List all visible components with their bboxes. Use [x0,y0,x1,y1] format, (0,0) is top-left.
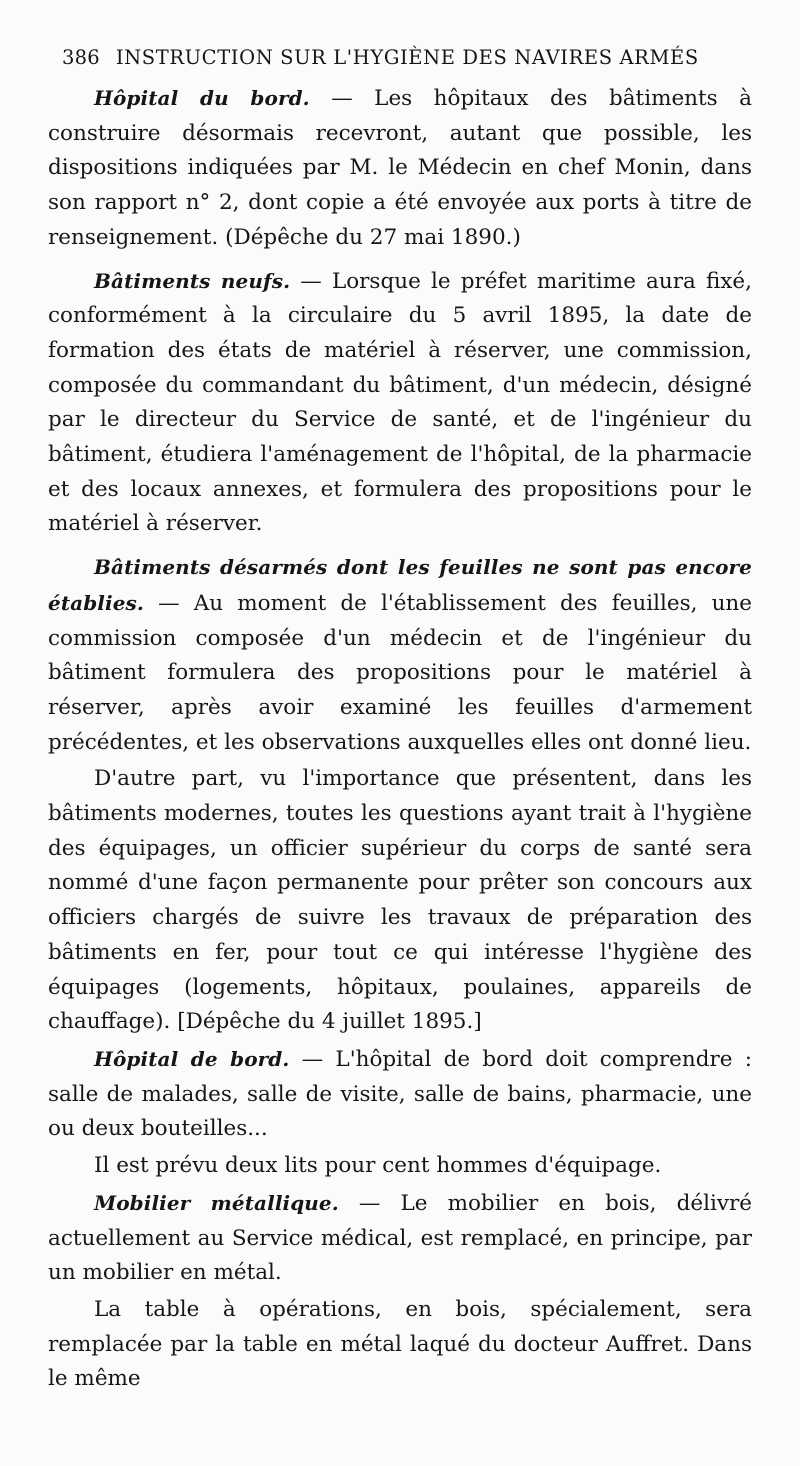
paragraph-hopital-du-bord [48,81,752,256]
running-header [62,46,752,69]
body-text [48,81,752,1397]
paragraph-heading: Mobilier métallique. [94,1190,339,1215]
paragraph-heading: Hôpital du bord. [94,86,310,110]
paragraph-autre-part [48,762,752,1040]
paragraph-batiments-desarmes [48,550,752,760]
paragraph-text: Il est prévu deux lits pour cent hommes d'équipage. [94,1153,662,1179]
paragraph-heading: Hôpital de bord. [94,1046,290,1071]
paragraph-text: Au moment de l'établissement des feuilles, une commission composée d'un médecin et de l'ingénieur du bâtiment formulera des propositions pour le matériel à réserver, après avoir examiné les feuilles d'armement précédentes, et les observations auxquelles elles ont donné lieu. [48,590,753,755]
paragraph-table-operations [48,1293,752,1397]
paragraph-lits [48,1149,752,1184]
em-dash: — [338,1190,401,1216]
paragraph-text: L'hôpital de bord doit comprendre : salle de malades, salle de visite, salle de bains, pharmacie, une ou deux bouteilles... [48,1046,752,1142]
em-dash: — [289,1046,336,1072]
em-dash: — [290,268,332,294]
paragraph-hopital-de-bord [48,1042,752,1147]
paragraph-text: La table à opérations, en bois, spécialement, sera remplacée par la table en métal laqué du docteur Auffret. Dans le même [48,1296,752,1392]
paragraph-heading: Bâtiments neufs. [94,268,291,293]
em-dash: — [309,86,375,111]
paragraph-text: Lorsque le préfet maritime aura fixé, conformément à la circulaire du 5 avril 1895, la date de formation des états de matériel à réserver, une commission, composée du commandant du bâtiment, d'un médecin, désigné par le directeur du Service de santé, et de l'ingénieur du bâtiment, étudiera l'aménagement de l'hôpital, de la pharmacie et des locaux annexes, et formulera des propositions pour le matériel à réserver. [48,268,752,537]
page-number: 386 [62,46,100,69]
running-title: INSTRUCTION SUR L'HYGIÈNE DES NAVIRES ARMÉS [115,46,699,69]
em-dash: — [143,590,194,616]
paragraph-text: D'autre part, vu l'importance que présentent, dans les bâtiments modernes, toutes les questions ayant trait à l'hygiène des équipages, un officier supérieur du corps de santé sera nommé d'une façon permanente pour prêter son concours aux officiers chargés de suivre les travaux de préparation des bâtiments en fer, pour tout ce qui intéresse l'hygiène des équipages (logements, hôpitaux, poulaines, appareils de chauffage). [Dépêche du 4 juillet 1895.] [48,766,752,1035]
paragraph-batiments-neufs [48,264,752,543]
paragraph-text: Le mobilier en bois, délivré actuellement au Service médical, est remplacé, en principe, par un mobilier en métal. [48,1190,752,1286]
paragraph-text: Les hôpitaux des bâtiments à construire désormais recevront, autant que possible, les dispositions indiquées par M. le Médecin en chef Monin, dans son rapport n° 2, dont copie a été envoyée aux ports à titre de renseignement. (Dépêche du 27 mai 1890.) [48,86,752,250]
paragraph-heading: Bâtiments désarmés dont les feuilles ne sont pas encore établies. [48,555,752,615]
paragraph-mobilier-metallique [48,1186,752,1291]
